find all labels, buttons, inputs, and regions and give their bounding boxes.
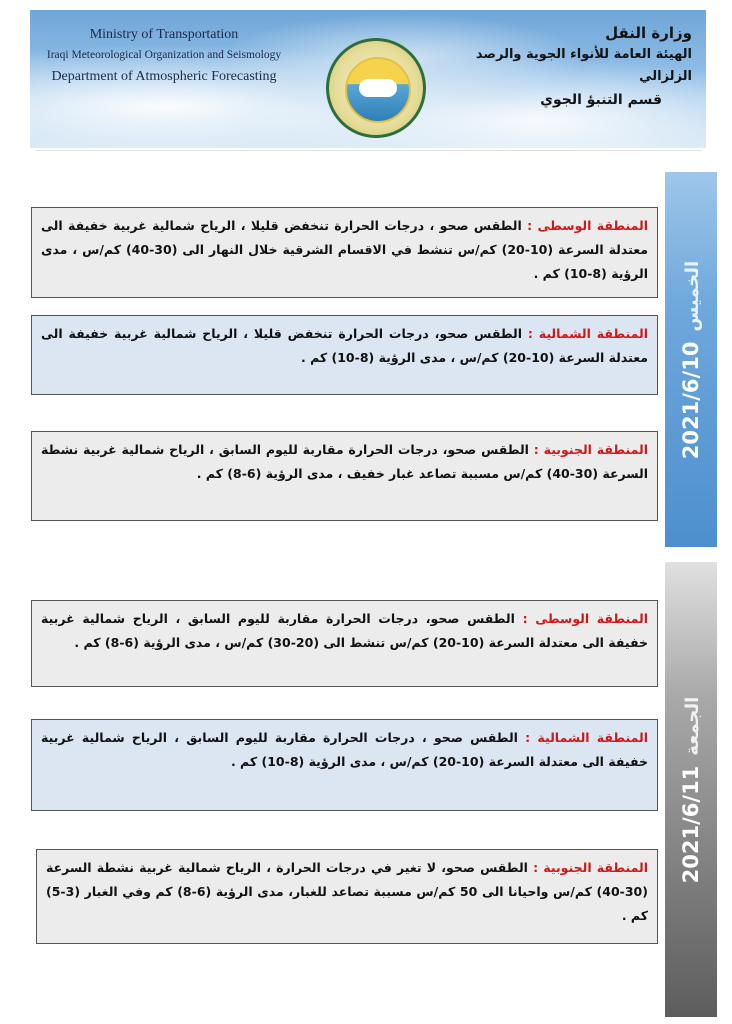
header-divider [36, 150, 702, 151]
department-name-ar: قسم التنبؤ الجوي [540, 92, 662, 108]
day-date: 2021/6/11 [679, 765, 703, 883]
ministry-name-en: Ministry of Transportation [89, 27, 239, 42]
forecast-south-day2 [36, 849, 658, 944]
forecast-text: الطقس صحو، درجات الحرارة مقاربة لليوم السابق ، الرياح شمالية غربية خفيفة الى معتدلة السرعة (10-20) كم/س تنشط الى (20-30) كم/س ، مدى الرؤية (6-8) كم . [41, 611, 648, 650]
region-label: المنطقة الوسطى : [522, 611, 648, 626]
department-name-en: Department of Atmospheric Forecasting [51, 69, 277, 84]
region-label: المنطقة الوسطى : [527, 218, 648, 233]
forecast-central-day1 [31, 207, 658, 298]
organization-name-en: Iraqi Meteorological Organization and Seismology [46, 49, 282, 61]
day-label-friday [665, 562, 717, 1017]
english-header [44, 24, 284, 87]
forecast-north-day2 [31, 719, 658, 811]
organization-seal-icon [326, 38, 426, 138]
region-label: المنطقة الجنوبية : [533, 860, 648, 875]
forecast-south-day1 [31, 431, 658, 521]
day-label-text [679, 260, 703, 458]
forecast-text: الطقس صحو، درجات الحرارة تنخفض قليلا ، الرياح شمالية غربية خفيفة الى معتدلة السرعة (10-20) كم/س ، مدى الرؤية (8-10) كم . [41, 326, 648, 365]
forecast-text: الطقس صحو، لا تغير في درجات الحرارة ، الرياح شمالية غربية نشطة السرعة (30-40) كم/س واحيانا الى 50 كم/س مسببة تصاعد للغبار، مدى الرؤية (6-8) كم وفي الغبار (3-5) كم . [46, 860, 648, 923]
forecast-text: الطقس صحو ، درجات الحرارة تنخفض قليلا ، الرياح شمالية غربية خفيفة الى معتدلة السرعة (10-20) كم/س تنشط في الاقسام الشرقية خلال النهار الى (30-40) كم/س ، مدى الرؤية (8-10) كم . [41, 218, 648, 281]
day-date: 2021/6/10 [679, 341, 703, 459]
forecast-north-day1 [31, 315, 658, 395]
arabic-header [472, 22, 692, 112]
forecast-text: الطقس صحو، درجات الحرارة مقاربة لليوم السابق ، الرياح شمالية غربية نشطة السرعة (30-40) كم/س مسببة تصاعد غبار خفيف ، مدى الرؤية (6-8) كم . [41, 442, 648, 481]
region-label: المنطقة الجنوبية : [533, 442, 648, 457]
forecast-text: الطقس صحو ، درجات الحرارة مقاربة لليوم السابق ، الرياح شمالية غربية خفيفة الى معتدلة السرعة (10-20) كم/س ، مدى الرؤية (8-10) كم . [41, 730, 648, 769]
day-label-text [679, 696, 703, 883]
region-label: المنطقة الشمالية : [525, 730, 648, 745]
day-label-thursday [665, 172, 717, 547]
day-name: الخميس [682, 260, 703, 332]
day-name: الجمعة [682, 696, 703, 756]
organization-name-ar: الهيئة العامة للأنواء الجوية والرصد الزلزالي [475, 47, 692, 84]
ministry-name-ar: وزارة النقل [605, 24, 692, 42]
cloud-icon [359, 79, 397, 97]
header-banner [30, 10, 706, 148]
seal-emblem [345, 57, 411, 123]
forecast-central-day2 [31, 600, 658, 687]
region-label: المنطقة الشمالية : [527, 326, 648, 341]
